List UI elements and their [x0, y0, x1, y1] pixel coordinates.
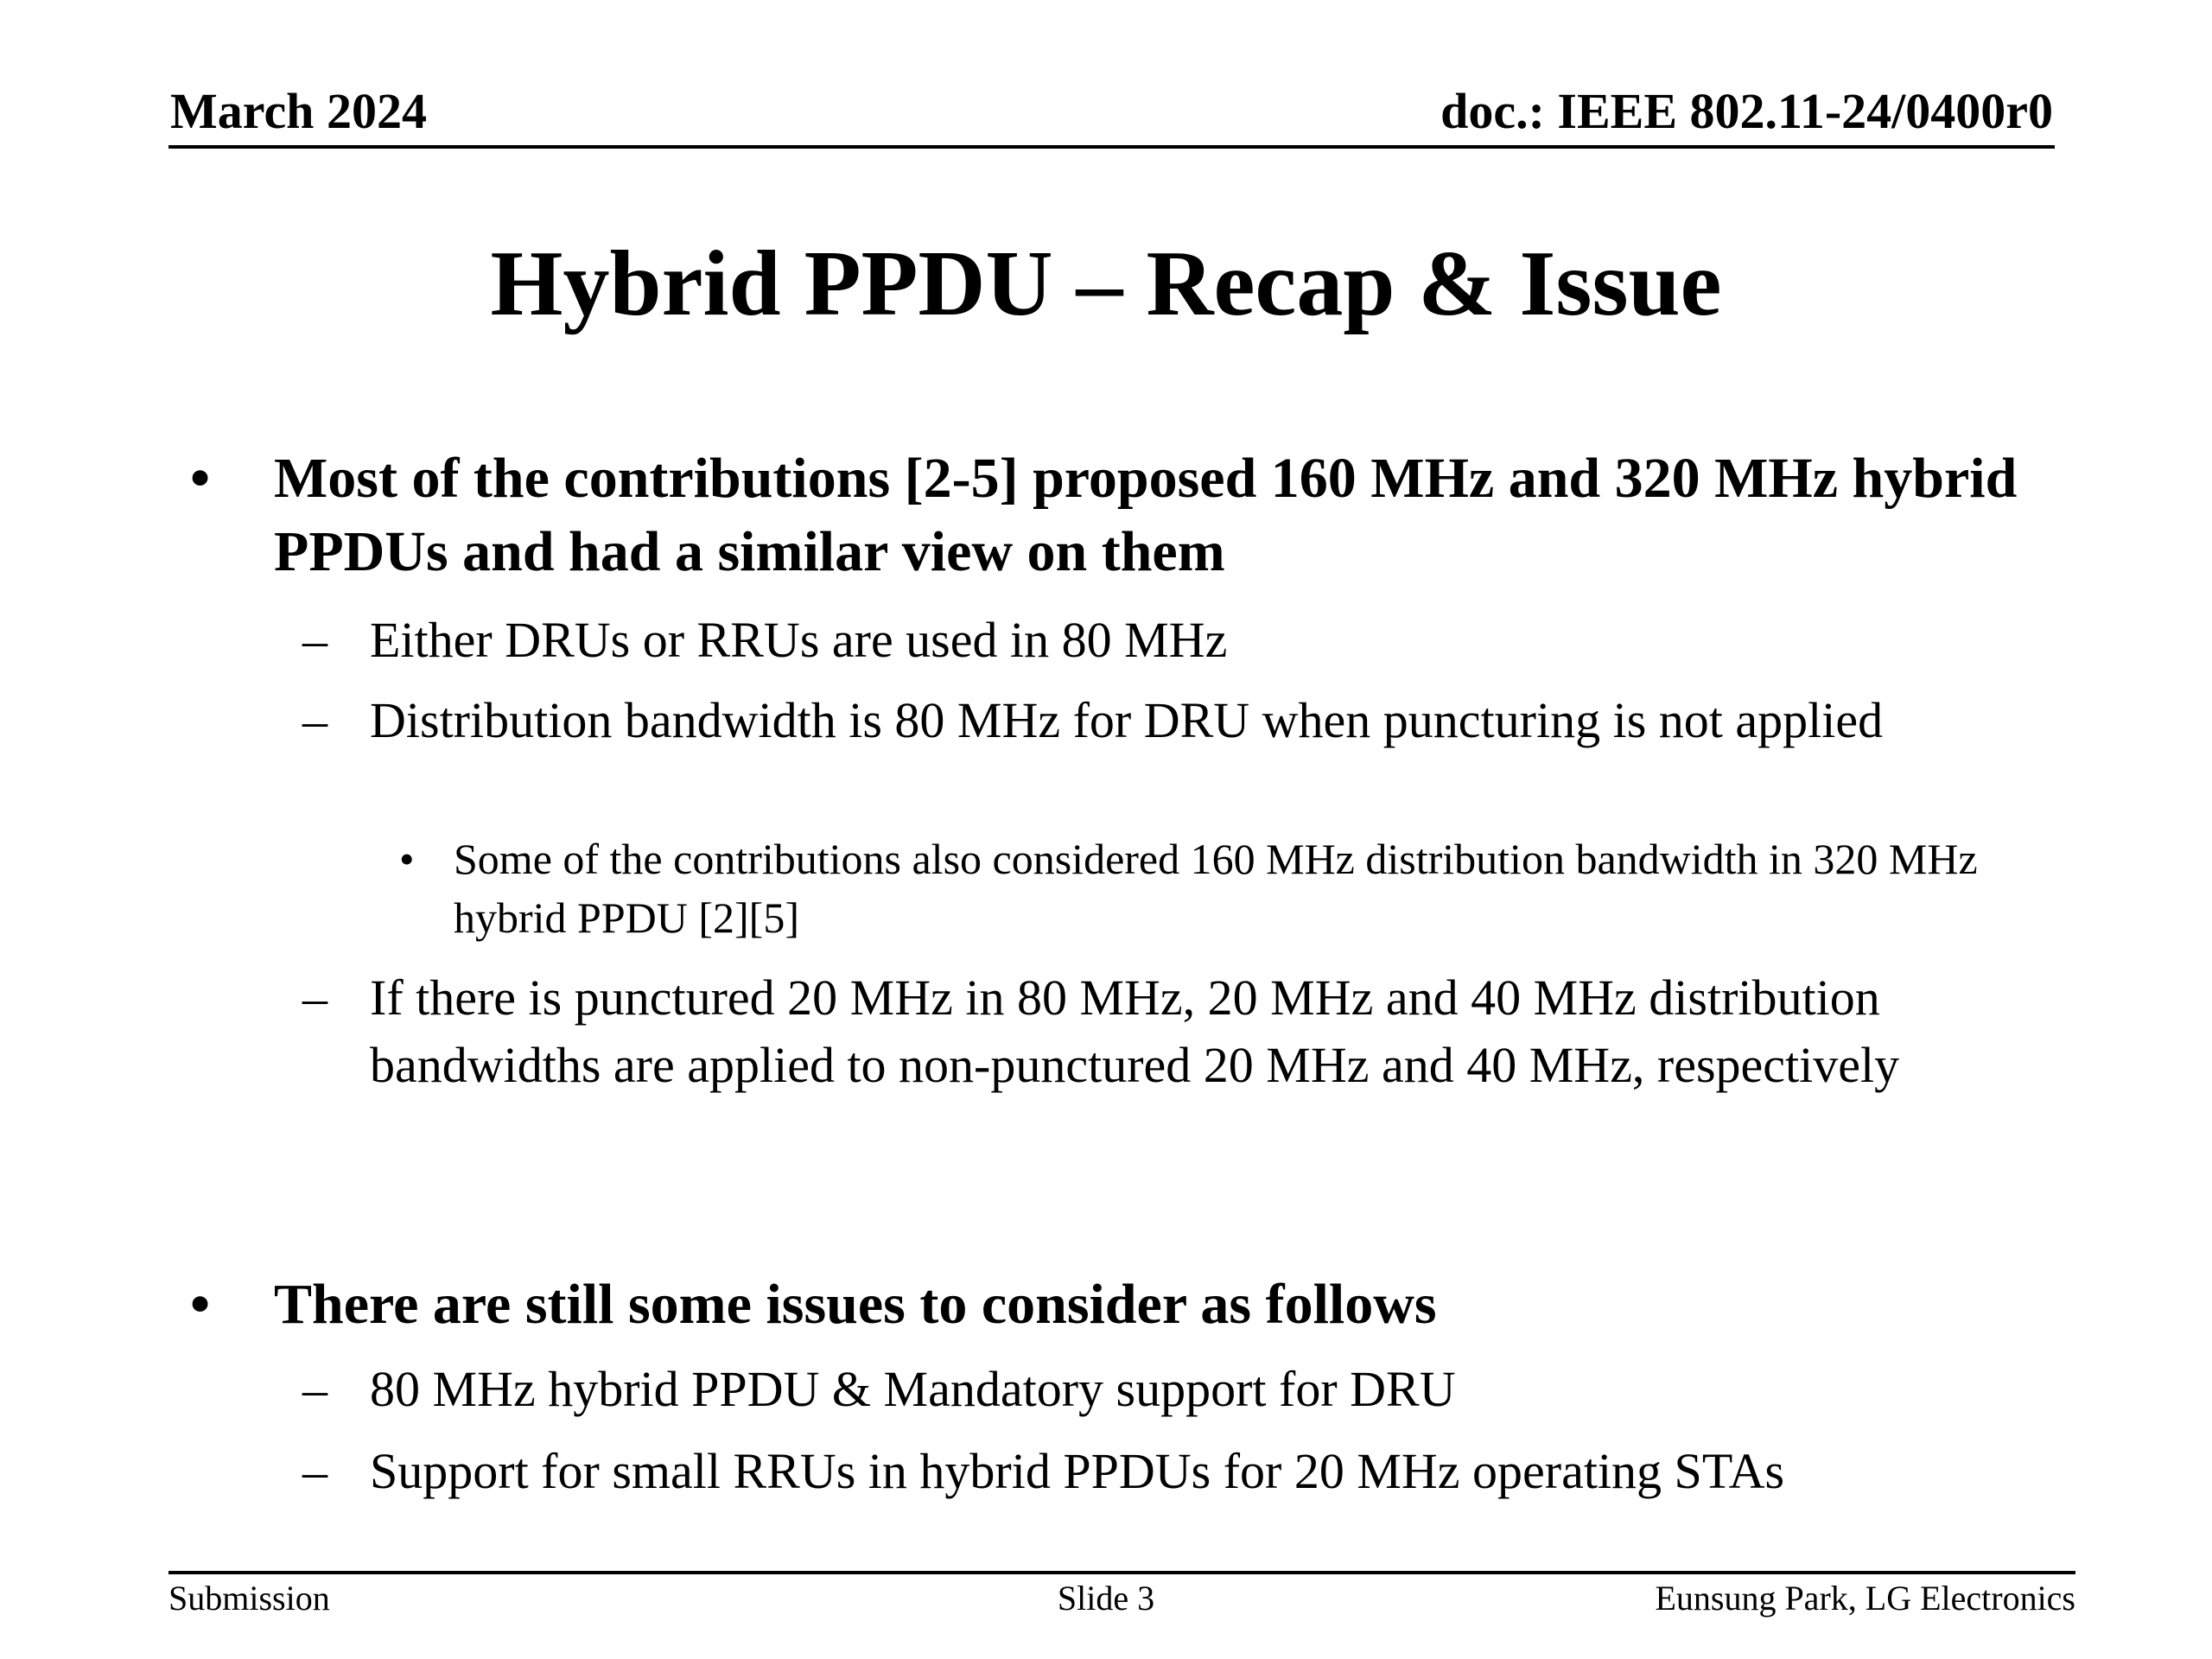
sub-bullet-text: Distribution bandwidth is 80 MHz for DRU when puncturing is not applied	[370, 692, 1884, 748]
footer-slide-number: Slide 3	[1057, 1579, 1155, 1618]
sub-bullet-item	[302, 964, 2029, 1099]
sub-bullet-text: Support for small RRUs in hybrid PPDUs for 20 MHz operating STAs	[370, 1443, 1785, 1499]
sub-sub-bullet-item	[399, 830, 2039, 947]
bullet-text: There are still some issues to consider as follows	[274, 1273, 1437, 1336]
dash-marker: –	[302, 692, 327, 748]
bullet-marker: •	[190, 1273, 211, 1336]
footer-author: Eunsung Park, LG Electronics	[1655, 1579, 2075, 1618]
header-doc-id: doc.: IEEE 802.11-24/0400r0	[1440, 83, 2053, 139]
header-divider	[168, 145, 2055, 149]
bullet-item	[190, 442, 2037, 588]
sub-sub-bullet-text: Some of the contributions also considered 160 MHz distribution bandwidth in 320 MHz hybrid PPDU [2][5]	[454, 835, 1978, 942]
bullet-item	[190, 1268, 2037, 1341]
sub-bullet-item	[302, 607, 2029, 674]
sub-bullet-text: Either DRUs or RRUs are used in 80 MHz	[370, 612, 1228, 668]
slide-title: Hybrid PPDU – Recap & Issue	[490, 232, 1722, 335]
sub-bullet-text: If there is punctured 20 MHz in 80 MHz, 20 MHz and 40 MHz distribution bandwidths are applied to non-punctured 20 MHz and 40 MHz, respectively	[370, 969, 1900, 1093]
bullet-marker: •	[190, 447, 211, 510]
dash-marker: –	[302, 969, 327, 1026]
bullet-marker: •	[399, 835, 415, 883]
sub-bullet-item	[302, 1438, 2029, 1505]
dash-marker: –	[302, 1361, 327, 1417]
sub-bullet-item	[302, 1356, 2029, 1423]
sub-bullet-text: 80 MHz hybrid PPDU & Mandatory support for DRU	[370, 1361, 1456, 1417]
dash-marker: –	[302, 612, 327, 668]
footer-divider	[168, 1571, 2075, 1574]
footer-submission: Submission	[168, 1579, 330, 1618]
header-date: March 2024	[170, 83, 427, 139]
dash-marker: –	[302, 1443, 327, 1499]
sub-bullet-item	[302, 687, 2029, 754]
bullet-text: Most of the contributions [2-5] proposed 160 MHz and 320 MHz hybrid PPDUs and had a similar view on them	[274, 447, 2018, 583]
